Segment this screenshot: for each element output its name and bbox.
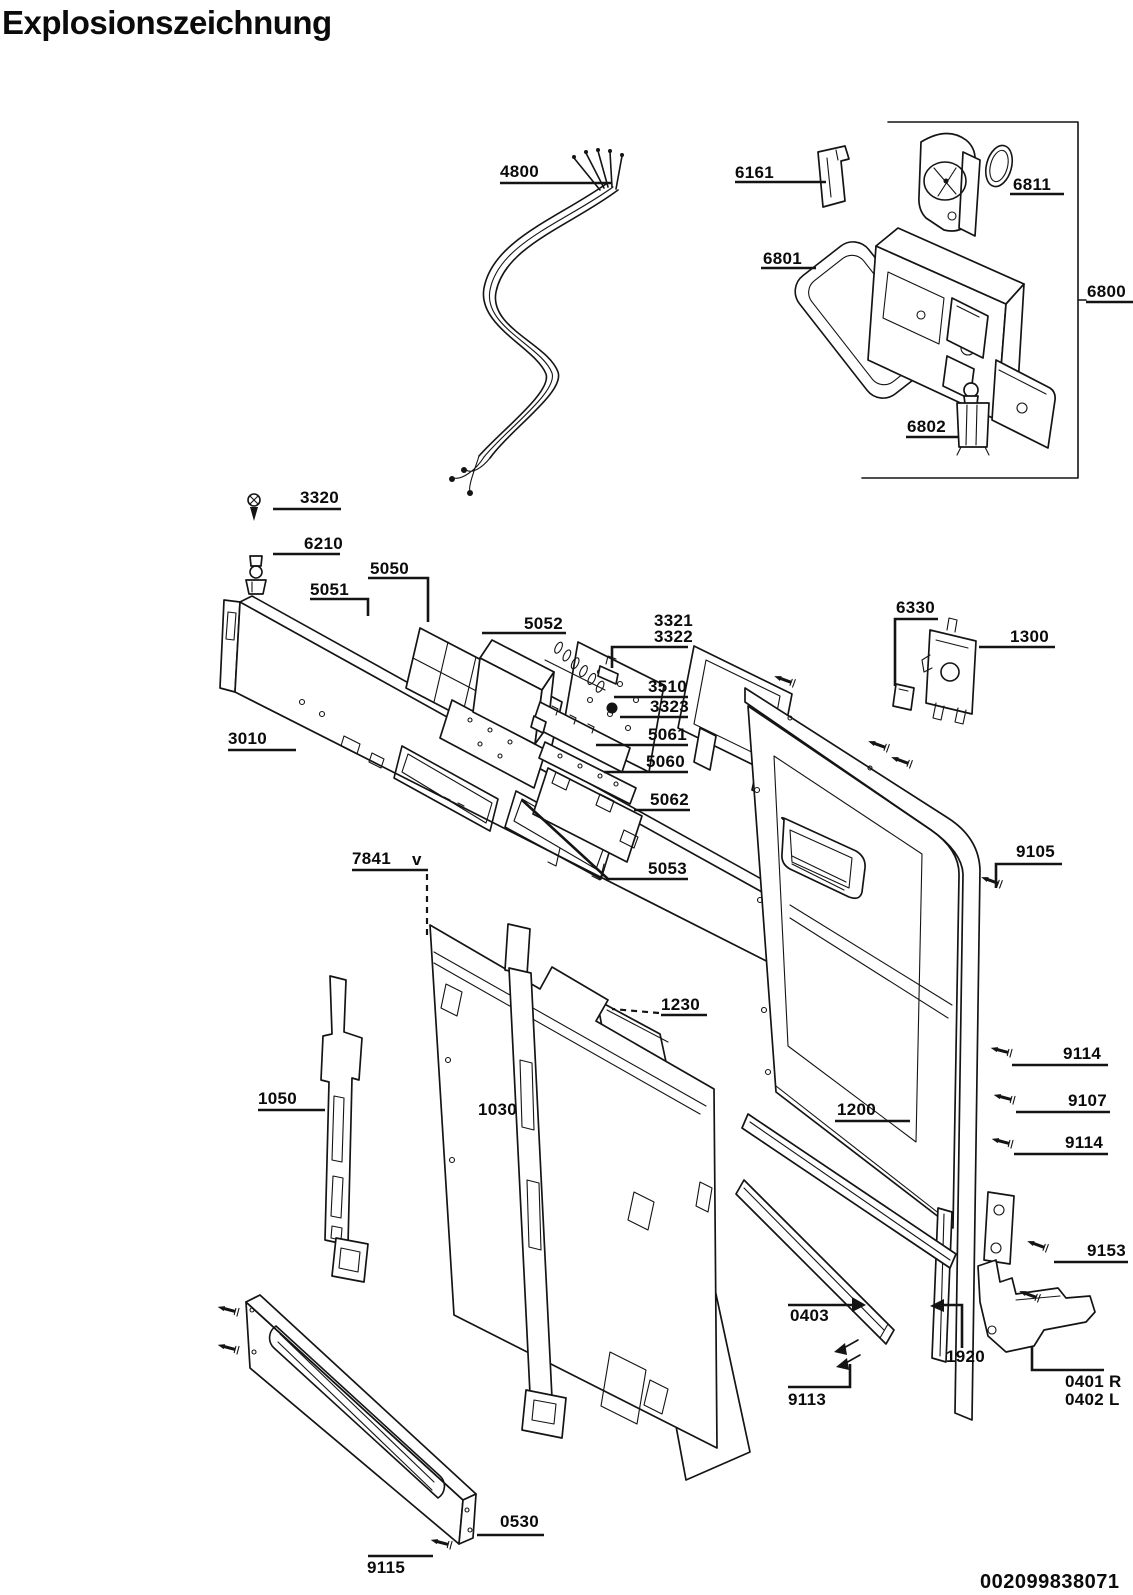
valve-6210 bbox=[246, 556, 266, 594]
part-label-6161: 6161 bbox=[735, 163, 775, 182]
part-label-5060: 5060 bbox=[646, 752, 686, 771]
part-label-1050: 1050 bbox=[258, 1089, 298, 1108]
part-label-0402L: 0402 L bbox=[1065, 1390, 1120, 1409]
part-label-6800: 6800 bbox=[1087, 282, 1127, 301]
part-label-5052: 5052 bbox=[524, 614, 564, 633]
hinge-bracket-9153 bbox=[984, 1192, 1014, 1264]
bracket-6330 bbox=[893, 684, 914, 710]
part-label-5051: 5051 bbox=[310, 580, 350, 599]
fastener-3320 bbox=[248, 494, 260, 521]
part-label-3320: 3320 bbox=[300, 488, 340, 507]
part-label-7841-marker: v bbox=[412, 850, 422, 869]
part-label-5053: 5053 bbox=[648, 859, 688, 878]
part-label-6210: 6210 bbox=[304, 534, 344, 553]
part-label-1230: 1230 bbox=[661, 995, 701, 1014]
part-label-5062: 5062 bbox=[650, 790, 690, 809]
part-label-6330: 6330 bbox=[896, 598, 936, 617]
part-label-0401R: 0401 R bbox=[1065, 1372, 1122, 1391]
part-label-3323: 3323 bbox=[650, 697, 690, 716]
part-label-1030: 1030 bbox=[478, 1100, 518, 1119]
side-trim-strip-1920 bbox=[932, 1208, 952, 1362]
part-label-9105: 9105 bbox=[1016, 842, 1056, 861]
part-label-0403: 0403 bbox=[790, 1306, 830, 1325]
part-label-1920: 1920 bbox=[946, 1347, 986, 1366]
part-label-9114-lower: 9114 bbox=[1065, 1133, 1104, 1152]
part-label-1300: 1300 bbox=[1010, 627, 1050, 646]
part-label-3321: 3321 bbox=[654, 611, 694, 630]
part-label-3010: 3010 bbox=[228, 729, 268, 748]
part-label-4800: 4800 bbox=[500, 162, 540, 181]
part-label-9114-upper: 9114 bbox=[1063, 1044, 1102, 1063]
part-label-6801: 6801 bbox=[763, 249, 803, 268]
part-label-9113: 9113 bbox=[788, 1390, 827, 1409]
part-label-6811: 6811 bbox=[1013, 175, 1052, 194]
part-label-9153: 9153 bbox=[1087, 1241, 1127, 1260]
cable-harness bbox=[449, 148, 624, 496]
door-hinge bbox=[978, 1260, 1095, 1352]
part-label-7841: 7841 bbox=[352, 849, 392, 868]
part-label-9107: 9107 bbox=[1068, 1091, 1108, 1110]
mullion-strip-left bbox=[321, 976, 368, 1282]
door-lock bbox=[922, 618, 976, 724]
kick-panel bbox=[246, 1295, 476, 1544]
part-label-5050: 5050 bbox=[370, 559, 410, 578]
part-label-1200: 1200 bbox=[837, 1100, 877, 1119]
drawing-number: 002099838071 bbox=[980, 1571, 1120, 1593]
part-label-9115: 9115 bbox=[367, 1558, 406, 1577]
part-label-0530: 0530 bbox=[500, 1512, 540, 1531]
part-label-6802: 6802 bbox=[907, 417, 947, 436]
part-label-3322: 3322 bbox=[654, 627, 694, 646]
part-label-5061: 5061 bbox=[648, 725, 688, 744]
page-title: Explosionszeichnung bbox=[2, 4, 332, 41]
part-label-3510: 3510 bbox=[648, 677, 688, 696]
